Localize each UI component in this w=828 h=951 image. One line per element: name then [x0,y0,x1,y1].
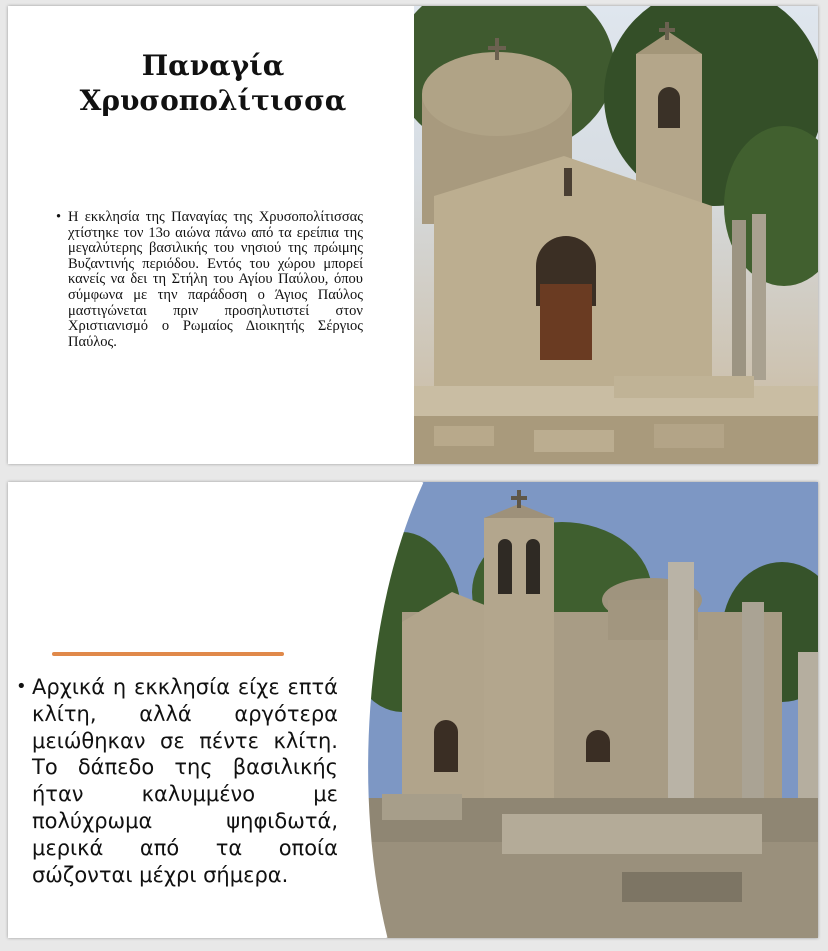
title-line-1: Παναγία [141,49,285,82]
bullet-icon: • [16,676,27,697]
accent-divider [52,652,284,656]
bullet-icon: • [56,209,62,225]
church-side-illustration [362,482,818,938]
bullet-text: Η εκκλησία της Παναγίας της Χρυσοπολίτισσας χτίστηκε τον 13ο αιώνα πάνω από τα ερείπια της μεγαλύτερης βασιλικής του νησιού της πρώιμης Βυζαντινής περιόδου. Εντός του χώρου μπορεί κανείς να δει τη Στήλη του Αγίου Παύλου, όπου σύμφωνα με την παράδοση ο Άγιος Παύλος μαστιγώνεται πριν προσηλυτιστεί στον Χριστιανισμό ο Ρωμαίος Διοικητής Σέργιος Παύλος. [68,209,363,350]
bullet-paragraph [16,674,338,888]
bullet-text: Αρχικά η εκκλησία είχε επτά κλίτη, αλλά αργότερα μειώθηκαν σε πέντε κλίτη. Το δάπεδο της βασιλικής ήταν καλυμμένο με πολύχρωμα ψηφιδωτά, μερικά από τα οποία σώζονται μέχρι σήμερα. [32,675,338,887]
title-line-2: Χρυσοπολίτισσα [79,84,347,117]
slide-1 [8,6,818,464]
slide-title [48,48,378,118]
slide-2 [8,482,818,938]
bullet-paragraph [56,209,363,350]
church-photo-side [362,482,818,938]
church-front-illustration [414,6,818,464]
church-photo-front [414,6,818,464]
